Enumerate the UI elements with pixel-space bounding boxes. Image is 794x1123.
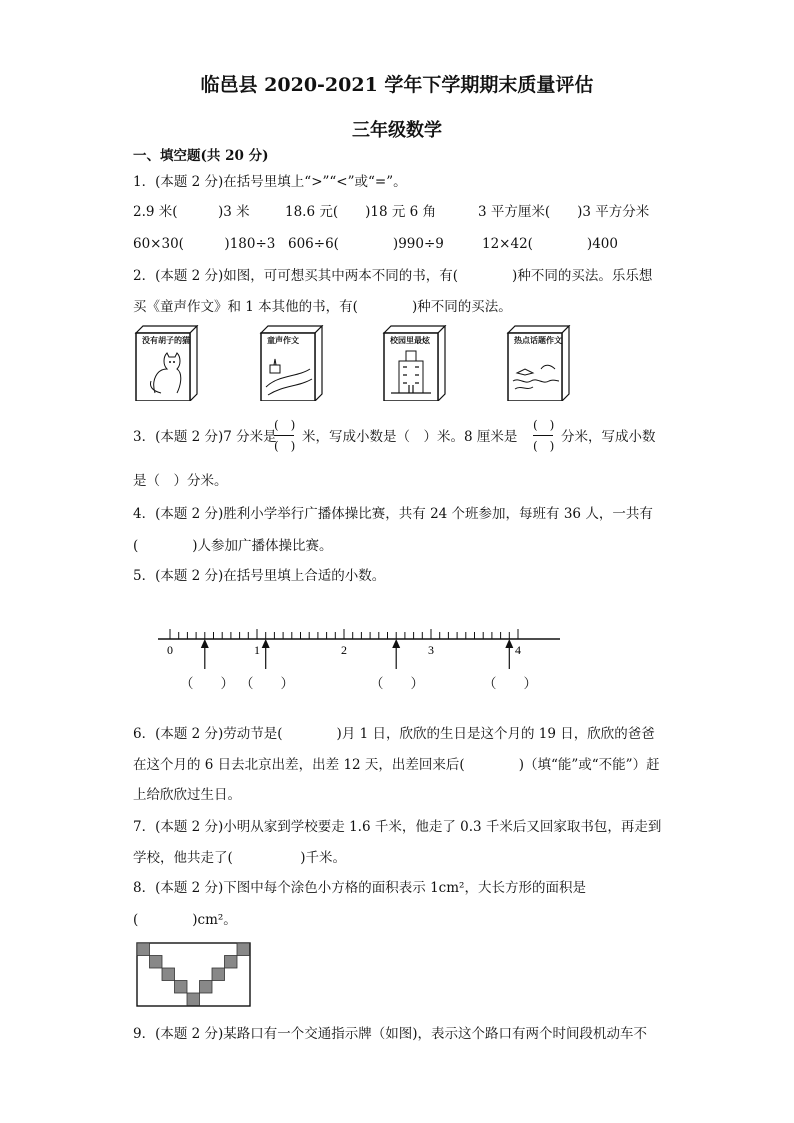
book-cover-road [258, 325, 324, 401]
question-3-line: 是（ ）分米。 [133, 473, 228, 489]
book-cover-cat [133, 325, 199, 401]
question-4-line: 4．(本题 2 分)胜利小学举行广播体操比赛，共有 24 个班参加，每班有 36 人，一共有 [133, 506, 653, 522]
number-line-pointer-head [201, 639, 209, 648]
book-title: 没有胡子的猫 [142, 336, 190, 345]
question-1-stem: 1．(本题 2 分)在括号里填上“>”“<”或“=”。 [133, 174, 407, 190]
page-subtitle: 三年级数学 [352, 120, 442, 141]
question-3-text: 米，写成小数是（ ）米。8 厘米是 [302, 429, 518, 445]
number-line-label: 2 [341, 643, 347, 657]
q1-item: 2.9 米( )3 米 [133, 204, 250, 220]
number-line-label: 4 [515, 643, 521, 657]
grid-rectangle-figure [136, 942, 252, 1008]
q1-item: 12×42( )400 [482, 236, 618, 252]
number-line-pointer-head [262, 639, 270, 648]
question-6-line: 在这个月的 6 日去北京出差，出差 12 天，出差回来后( )（填“能”或“不能”）赶 [133, 757, 660, 773]
answer-blank: （ ） [483, 676, 537, 692]
q1-item: 18.6 元( )18 元 6 角 [285, 204, 437, 220]
question-7-line: 学校，他共走了( )千米。 [133, 850, 347, 866]
question-6-line: 上给欣欣过生日。 [133, 787, 241, 803]
question-8-line: ( )cm²。 [133, 912, 237, 928]
answer-blank: （ ） [180, 676, 234, 692]
answer-blank: （ ） [370, 676, 424, 692]
question-7-line: 7．(本题 2 分)小明从家到学校要走 1.6 千米，他走了 0.3 千米后又回家取书包，再走到 [133, 819, 662, 835]
page-title: 临邑县 2020-2021 学年下学期期末质量评估 [200, 74, 594, 96]
fraction-blank: ( ) ( ) [274, 418, 296, 453]
number-line [150, 615, 560, 675]
q1-item: 3 平方厘米( )3 平方分米 [478, 204, 650, 220]
fraction-blank: ( ) ( ) [533, 418, 555, 453]
section-heading: 一、填空题(共 20 分) [133, 148, 269, 164]
book-cover-school [381, 325, 447, 401]
question-2-line: 买《童声作文》和 1 本其他的书，有( )种不同的买法。 [133, 299, 512, 315]
book-title: 热点话题作文 [514, 336, 562, 345]
book-title: 校园里最炫 [390, 336, 430, 345]
number-line-label: 0 [167, 643, 173, 657]
question-6-line: 6．(本题 2 分)劳动节是( )月 1 日，欣欣的生日是这个月的 19 日，欣欣的爸爸 [133, 726, 655, 742]
number-line-pointer-head [392, 639, 400, 648]
book-title: 童声作文 [267, 336, 299, 345]
question-2-line: 2．(本题 2 分)如图，可可想买其中两本不同的书，有( )种不同的买法。乐乐想 [133, 268, 653, 284]
book-cover-water [505, 325, 571, 401]
question-9-line: 9．(本题 2 分)某路口有一个交通指示牌（如图)，表示这个路口有两个时间段机动车不 [133, 1026, 648, 1042]
question-3-text: 分米，写成小数 [561, 429, 656, 445]
q1-item: 606÷6( )990÷9 [288, 236, 444, 252]
q1-item: 60×30( )180÷3 [133, 236, 276, 252]
number-line-pointer-head [505, 639, 513, 648]
answer-blank: （ ） [240, 676, 294, 692]
question-3-text: 3．(本题 2 分)7 分米是 [133, 429, 277, 445]
question-5-stem: 5．(本题 2 分)在括号里填上合适的小数。 [133, 568, 386, 584]
question-8-line: 8．(本题 2 分)下图中每个涂色小方格的面积表示 1cm²，大长方形的面积是 [133, 880, 586, 896]
question-4-line: ( )人参加广播体操比赛。 [133, 538, 333, 554]
number-line-label: 1 [254, 643, 260, 657]
number-line-label: 3 [428, 643, 434, 657]
